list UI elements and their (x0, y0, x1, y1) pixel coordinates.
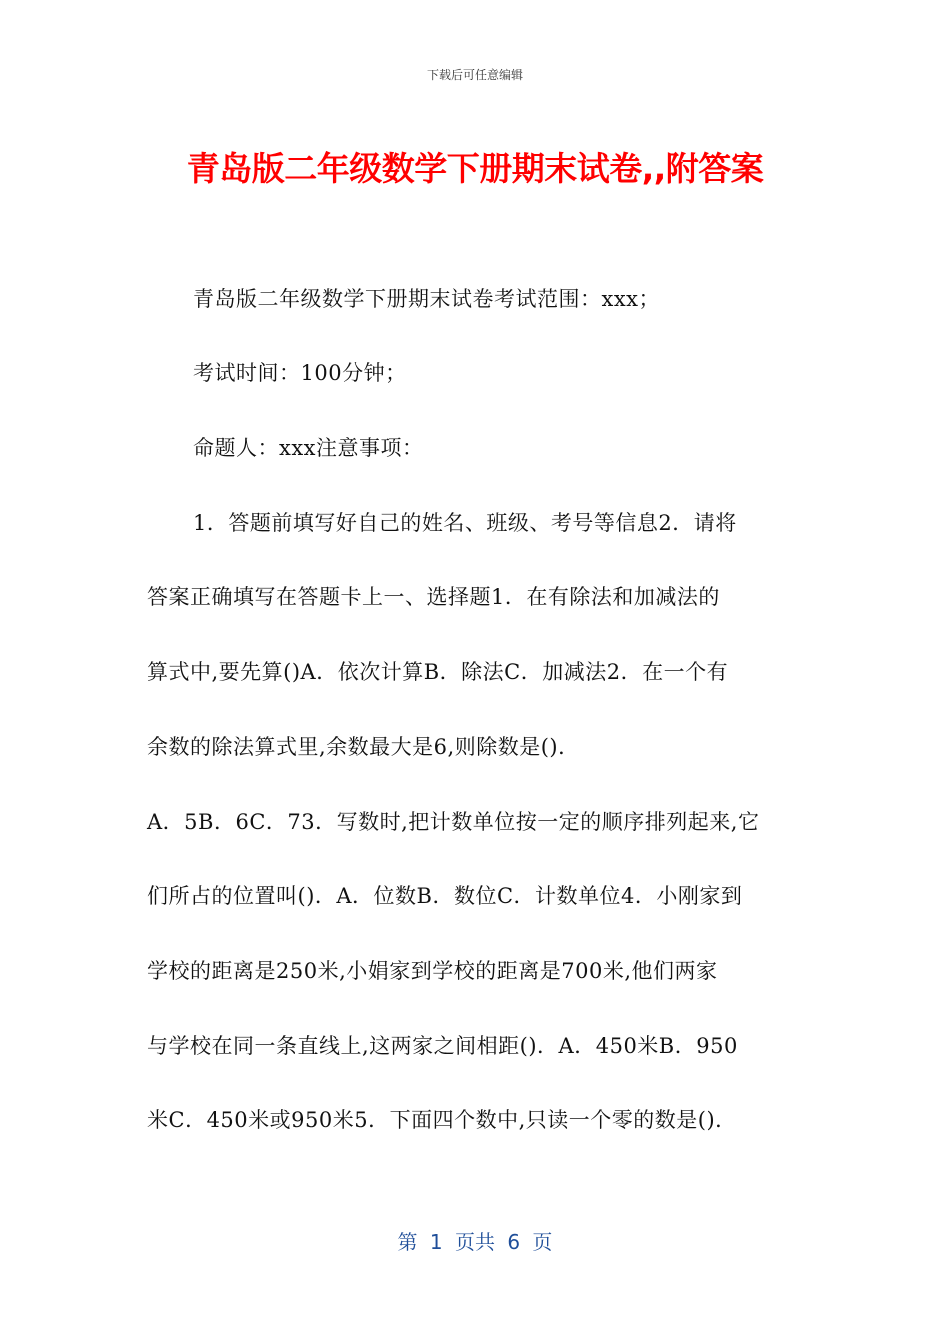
page-number-footer: 第 1 页共 6 页 (397, 1230, 553, 1254)
paragraph-line-author-notes: 命题人：xxx注意事项： (193, 436, 424, 460)
paragraph-line: 余数的除法算式里,余数最大是6,则除数是()． (147, 735, 580, 759)
paragraph-line: A．5B．6C．73．写数时,把计数单位按一定的顺序排列起来,它 (147, 810, 760, 834)
paragraph-line-exam-scope: 青岛版二年级数学下册期末试卷考试范围：xxx； (193, 287, 661, 311)
paragraph-line: 米C．450米或950米5．下面四个数中,只读一个零的数是()． (147, 1108, 737, 1132)
document-title: 青岛版二年级数学下册期末试卷,,附答案 (186, 149, 764, 188)
paragraph-line: 学校的距离是250米,小娟家到学校的距离是700米,他们两家 (147, 959, 718, 983)
paragraph-line-exam-time: 考试时间：100分钟； (193, 361, 407, 385)
paragraph-line: 算式中,要先算()A．依次计算B．除法C．加减法2．在一个有 (147, 660, 729, 684)
header-note: 下载后可任意编辑 (426, 68, 523, 82)
paragraph-line: 们所占的位置叫()．A．位数B．数位C．计数单位4．小刚家到 (147, 884, 743, 908)
paragraph-line: 与学校在同一条直线上,这两家之间相距()．A．450米B．950 (147, 1034, 738, 1058)
paragraph-line: 答案正确填写在答题卡上一、选择题1．在有除法和加减法的 (147, 585, 720, 609)
paragraph-line: 1．答题前填写好自己的姓名、班级、考号等信息2．请将 (193, 511, 737, 535)
